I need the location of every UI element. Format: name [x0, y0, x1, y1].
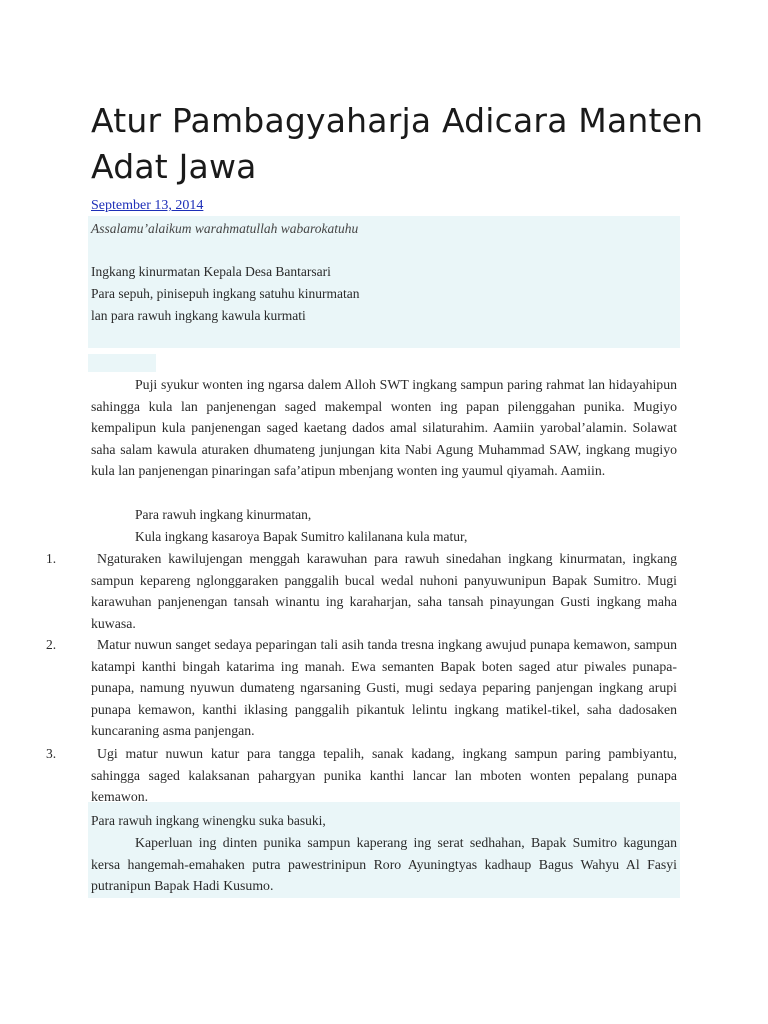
list-item: Matur nuwun sanget sedaya peparingan tali asih tanda tresna ingkang awujud punapa kemawon, sampun katampi kanthi bingah katarima ing manah. Ewa semanten Bapak boten saged atur piwales punapa-punapa, namung nyuwun dumateng ngarsaning Gusti, mugi sedaya peparing panjengan ingkang arupi punapa kemawon, kanthi iklasing panggalih pikantuk lelintu ingkang matikel-tikel, saha dadosaken kuncaraning asma panjengan. — [91, 637, 677, 739]
address-line: Ingkang kinurmatan Kepala Desa Bantarsari — [91, 264, 331, 279]
list-number: 1. — [46, 551, 57, 566]
list-number: 3. — [46, 746, 57, 761]
post-date-link[interactable]: September 13, 2014 — [91, 198, 204, 213]
opening-paragraph: Puji syukur wonten ing ngarsa dalem Alloh SWT ingkang sampun paring rahmat lan hidayahipun sahingga kula lan panjenengan saged makempal wonten ing papan pilenggahan punika. Mugiyo kempalipun kula panjenengan saged kaetang dados amal silaturahim. Aamiin yarobal’alamin. Solawat saha salam kawula aturaken dhumateng junjungan kita Nabi Agung Muhammad SAW, ingkang mugiyo kula lan panjenengan pinaringan safa’atipun mbenjang wonten ing yaumul qiyamah. Aamiin. — [91, 377, 677, 479]
closing-paragraph: Kaperluan ing dinten punika sampun kaperang ing serat sedhahan, Bapak Sumitro kagungan kersa hangemah-emahaken putra pawestrinipun Roro Ayuningtyas kadhaup Bagus Wahyu Al Fasyi putranipun Bapak Hadi Kusumo. — [91, 835, 677, 894]
list-item: Ugi matur nuwun katur para tangga tepalih, sanak kadang, ingkang sampun paring pambiyantu, sahingga saged kalaksanan pahargyan punika kanthi lancar lan mboten wonten pepalang punapa kemawon. — [91, 746, 677, 805]
salutation: Para rawuh ingkang winengku suka basuki, — [91, 813, 326, 828]
salutation: Para rawuh ingkang kinurmatan, — [135, 507, 312, 522]
address-line: Para sepuh, pinisepuh ingkang satuhu kinurmatan — [91, 286, 360, 301]
list-item: Ngaturaken kawilujengan menggah karawuhan para rawuh sinedahan ingkang kinurmatan, ingkang sampun kepareng nglonggaraken panggalih bucal wedal nuhoni panyuwunipun Bapak Sumitro. Mugi karawuhan panjenengan tansah winantu ing karaharjan, saha tansah pinayungan Gusti ingkang maha kuwasa. — [91, 551, 677, 631]
intro-line: Kula ingkang kasaroya Bapak Sumitro kalilanana kula matur, — [135, 529, 468, 544]
highlight-fragment — [88, 354, 156, 372]
list-number: 2. — [46, 637, 57, 652]
page-title: Atur Pambagyaharja Adicara Manten Adat Jawa — [91, 101, 704, 186]
greeting-text: Assalamu’alaikum warahmatullah wabarokatuhu — [91, 221, 359, 236]
address-line: lan para rawuh ingkang kawula kurmati — [91, 308, 306, 323]
